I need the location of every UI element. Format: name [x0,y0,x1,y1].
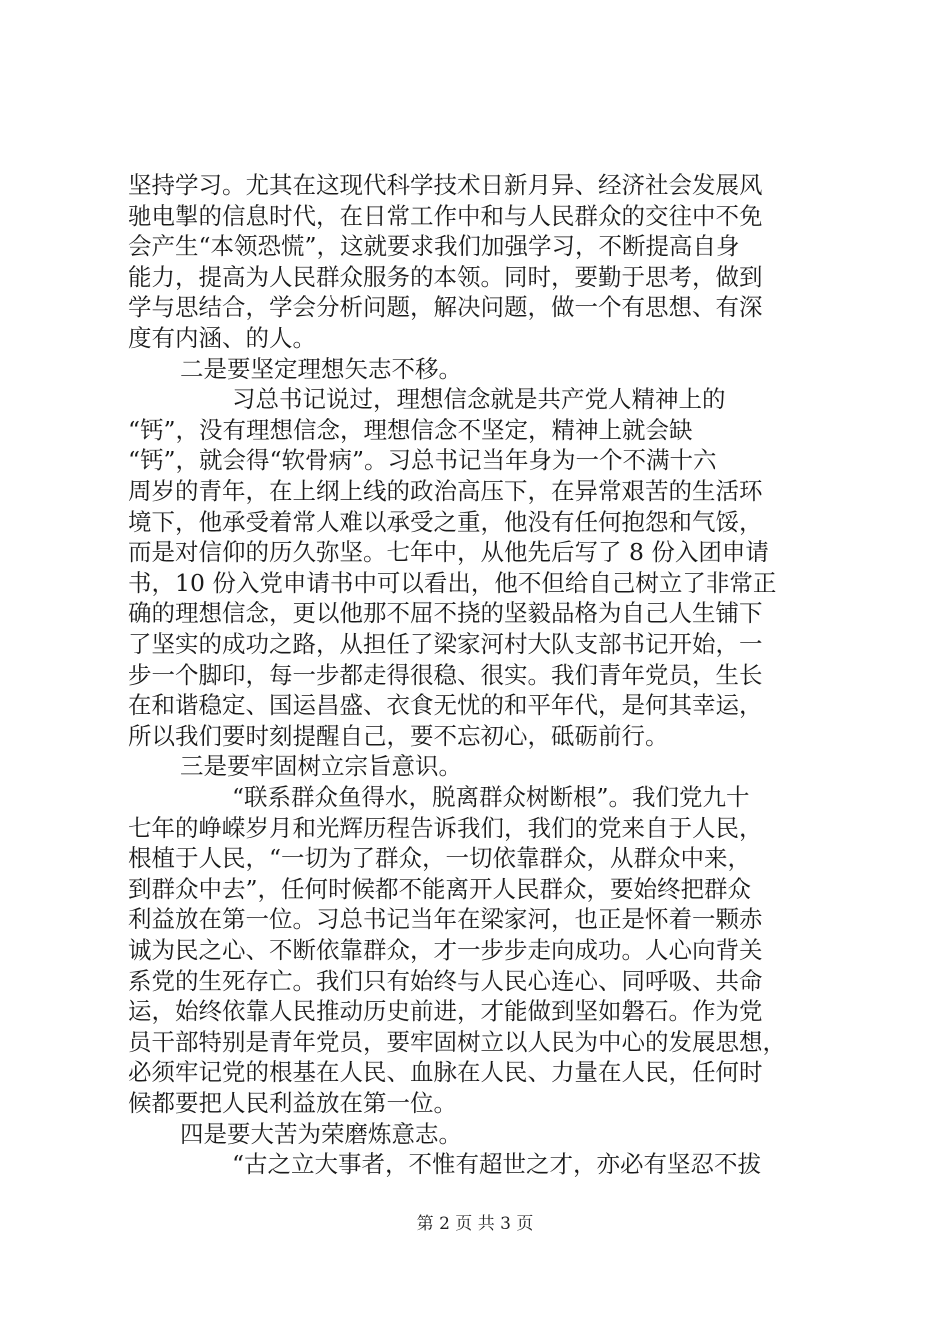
page-number-footer: 第 2 页 共 3 页 [416,1214,534,1234]
text-line: 候都要把人民利益放在第一位。 [128,1089,457,1117]
text-line: “联系群众鱼得水，脱离群众树断根”。我们党九十 [232,783,750,811]
text-line: 诚为民之心、不断依靠群众，才一步步走向成功。人心向背关 [128,936,763,964]
text-line: 在和谐稳定、国运昌盛、衣食无忧的和平年代，是何其幸运， [128,691,763,719]
text-line: 度有内涵、的人。 [128,324,316,352]
text-line: “古之立大事者，不惟有超世之才，亦必有坚忍不拔 [232,1150,762,1178]
text-line: 七年的峥嵘岁月和光辉历程告诉我们，我们的党来自于人民， [128,814,763,842]
text-line: 习总书记说过，理想信念就是共产党人精神上的 [232,385,726,413]
text-line: 而是对信仰的历久弥坚。七年中，从他先后写了 8 份入团申请 [128,538,769,566]
text-line: 书，10 份入党申请书中可以看出，他不但给自己树立了非常正 [128,569,777,597]
text-line: 确的理想信念，更以他那不屈不挠的坚毅品格为自己人生铺下 [128,599,763,627]
text-line: 员干部特别是青年党员，要牢固树立以人民为中心的发展思想， [128,1028,786,1056]
text-line: 境下，他承受着常人难以承受之重，他没有任何抱怨和气馁， [128,508,763,536]
text-line: 周岁的青年，在上纲上线的政治高压下，在异常艰苦的生活环 [128,477,763,505]
text-line: 到群众中去”，任何时候都不能离开人民群众，要始终把群众 [128,875,752,903]
text-line: 步一个脚印，每一步都走得很稳、很实。我们青年党员，生长 [128,661,763,689]
text-line: 驰电掣的信息时代，在日常工作中和与人民群众的交往中不免 [128,202,763,230]
text-line: 了坚实的成功之路，从担任了梁家河村大队支部书记开始，一 [128,630,763,658]
text-line: 根植于人民，“一切为了群众，一切依靠群众，从群众中来， [128,844,752,872]
text-line: 能力，提高为人民群众服务的本领。同时，要勤于思考，做到 [128,263,763,291]
text-line: 所以我们要时刻提醒自己，要不忘初心，砥砺前行。 [128,722,669,750]
text-line: “钙”，没有理想信念，理想信念不坚定，精神上就会缺 [128,416,693,444]
text-line: 必须牢记党的根基在人民、血脉在人民、力量在人民，任何时 [128,1058,763,1086]
text-line: “钙”，就会得“软骨病”。习总书记当年身为一个不满十六 [128,446,717,474]
text-line: 系党的生死存亡。我们只有始终与人民心连心、同呼吸、共命 [128,967,763,995]
section-heading: 四是要大苦为荣磨炼意志。 [180,1120,462,1148]
section-heading: 三是要牢固树立宗旨意识。 [180,752,462,780]
text-line: 学与思结合，学会分析问题，解决问题，做一个有思想、有深 [128,293,763,321]
section-heading: 二是要坚定理想矢志不移。 [180,355,462,383]
text-line: 利益放在第一位。习总书记当年在梁家河，也正是怀着一颗赤 [128,905,763,933]
text-line: 坚持学习。尤其在这现代科学技术日新月异、经济社会发展风 [128,171,763,199]
text-line: 运，始终依靠人民推动历史前进，才能做到坚如磐石。作为党 [128,997,763,1025]
text-line: 会产生“本领恐慌”，这就要求我们加强学习，不断提高自身 [128,232,740,260]
